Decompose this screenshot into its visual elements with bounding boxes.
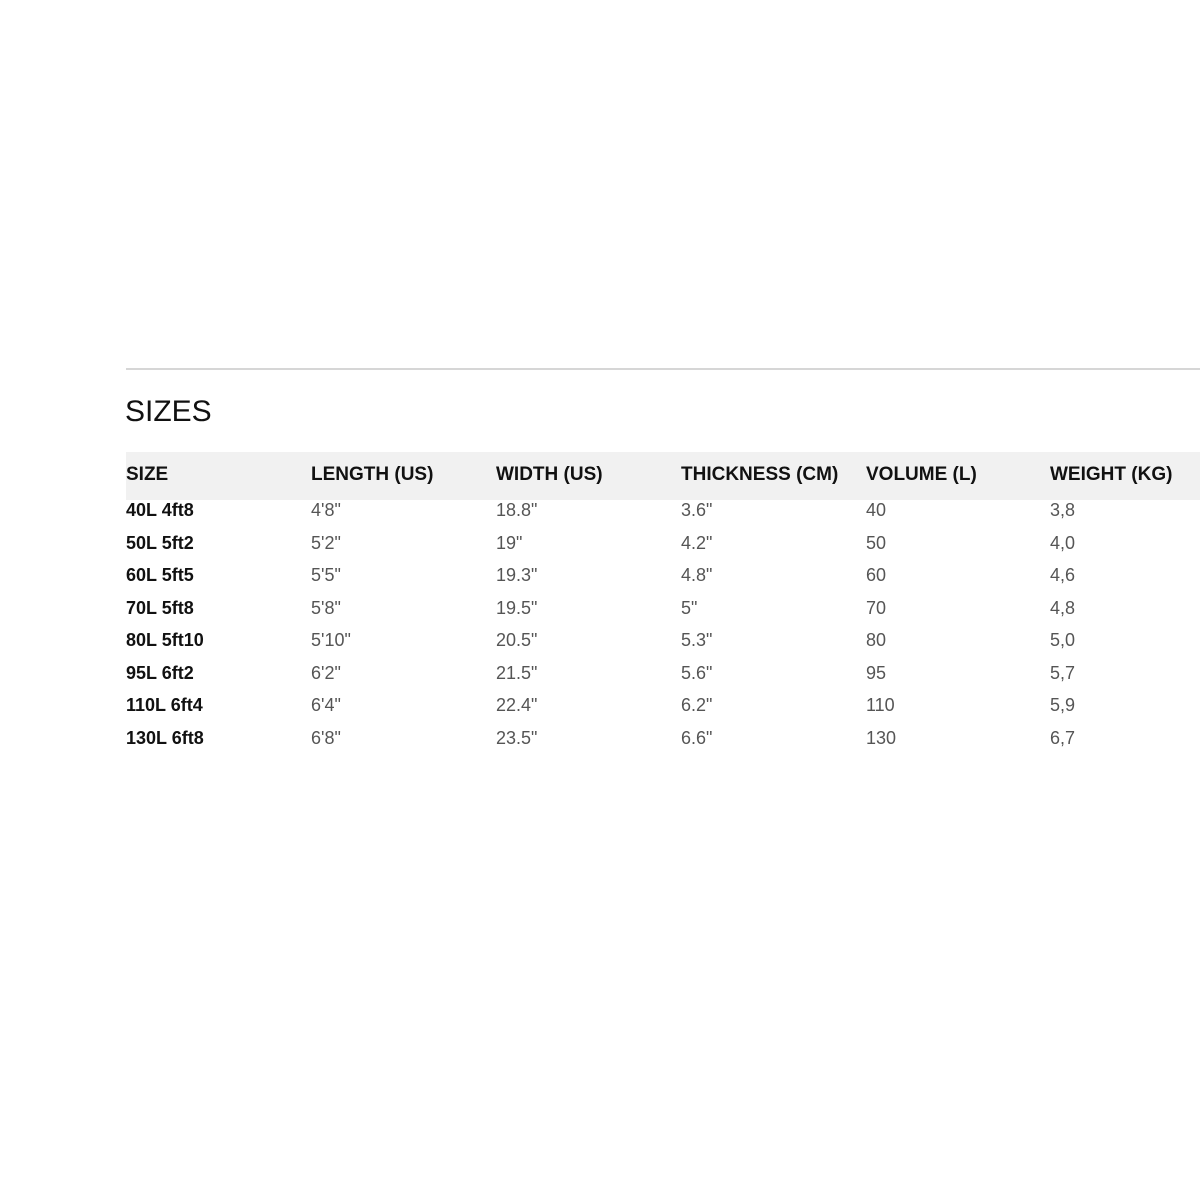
cell-size: 110L 6ft4 <box>126 695 203 715</box>
table-row <box>126 598 1200 631</box>
cell-weight: 4,6 <box>1050 565 1076 585</box>
table-row <box>126 695 1200 728</box>
cell-weight: 6,7 <box>1050 727 1076 748</box>
header-volume: VOLUME (L) <box>866 464 977 485</box>
cell-weight: 5,7 <box>1050 662 1076 683</box>
header-size: SIZE <box>126 464 169 485</box>
cell-length: 6'8" <box>311 727 341 748</box>
header-thickness: THICKNESS (CM) <box>681 464 839 485</box>
cell-volume: 95 <box>866 662 887 683</box>
cell-size: 70L 5ft8 <box>126 597 194 618</box>
cell-weight: 5,0 <box>1050 630 1076 650</box>
cell-size: 40L 4ft8 <box>126 500 194 520</box>
table-row <box>126 663 1200 696</box>
table-row <box>126 533 1200 566</box>
cell-width: 22.4" <box>496 695 538 715</box>
header-width: WIDTH (US) <box>496 464 603 485</box>
cell-weight: 3,8 <box>1050 500 1076 520</box>
cell-size: 95L 6ft2 <box>126 662 194 683</box>
cell-size: 50L 5ft2 <box>126 532 194 553</box>
cell-width: 19.3" <box>496 565 538 585</box>
cell-thickness: 6.2" <box>681 695 713 715</box>
cell-thickness: 5" <box>681 597 698 618</box>
cell-size: 80L 5ft10 <box>126 630 204 650</box>
cell-size: 60L 5ft5 <box>126 565 194 585</box>
cell-volume: 70 <box>866 597 887 618</box>
sizes-table <box>126 452 1200 760</box>
cell-width: 18.8" <box>496 500 538 520</box>
cell-length: 5'8" <box>311 597 341 618</box>
cell-thickness: 6.6" <box>681 727 713 748</box>
table-row <box>126 500 1200 533</box>
header-length: LENGTH (US) <box>311 464 434 485</box>
section-divider <box>126 368 1200 370</box>
cell-weight: 5,9 <box>1050 695 1076 715</box>
cell-size: 130L 6ft8 <box>126 727 204 748</box>
cell-length: 4'8" <box>311 500 341 520</box>
cell-length: 5'5" <box>311 565 341 585</box>
cell-weight: 4,0 <box>1050 532 1076 553</box>
cell-length: 6'4" <box>311 695 341 715</box>
cell-thickness: 4.2" <box>681 532 713 553</box>
cell-width: 21.5" <box>496 662 538 683</box>
table-row <box>126 565 1200 598</box>
cell-volume: 60 <box>866 565 887 585</box>
cell-thickness: 3.6" <box>681 500 713 520</box>
cell-length: 5'2" <box>311 532 341 553</box>
cell-thickness: 5.6" <box>681 662 713 683</box>
cell-width: 20.5" <box>496 630 538 650</box>
section-title: SIZES <box>125 395 212 428</box>
cell-thickness: 5.3" <box>681 630 713 650</box>
table-row <box>126 630 1200 663</box>
cell-volume: 110 <box>866 695 895 715</box>
cell-width: 19.5" <box>496 597 538 618</box>
header-weight: WEIGHT (KG) <box>1050 464 1173 485</box>
cell-volume: 80 <box>866 630 887 650</box>
cell-length: 6'2" <box>311 662 341 683</box>
cell-volume: 130 <box>866 727 897 748</box>
cell-thickness: 4.8" <box>681 565 713 585</box>
cell-weight: 4,8 <box>1050 597 1076 618</box>
cell-width: 23.5" <box>496 727 538 748</box>
table-row <box>126 728 1200 761</box>
cell-volume: 40 <box>866 500 887 520</box>
cell-length: 5'10" <box>311 630 351 650</box>
cell-width: 19" <box>496 532 523 553</box>
cell-volume: 50 <box>866 532 887 553</box>
table-header-row <box>126 452 1200 500</box>
